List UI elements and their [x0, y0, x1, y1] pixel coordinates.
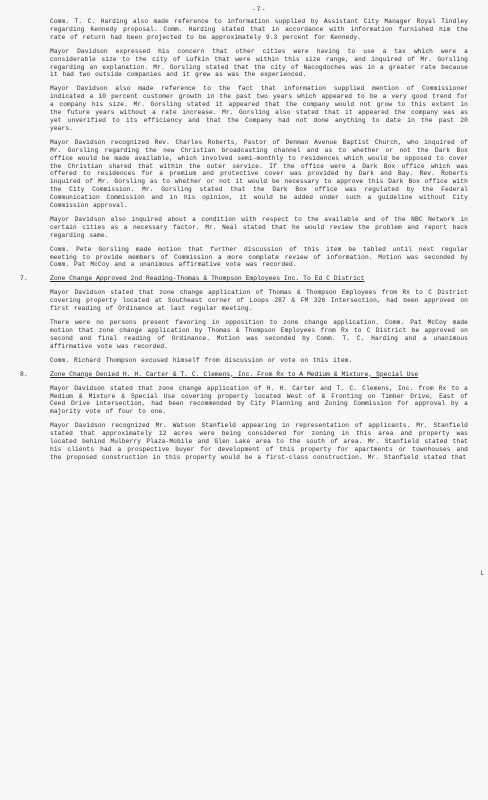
- paragraph: Mayor Davidson recognized Rev. Charles Roberts, Pastor of Denman Avenue Baptist Church, who inquired of Mr. Gorsling regarding the new Christian broadcasting channel and as to whether or not the Dark Box office would be made available, which involved semi-monthly to residences which would be opposed to cover the Christian shared that within the outer service. If the office were a Dark Box office which was offered to residences for a premium and protective cover was provided by Dark and Bay. Rev. Roberts inquired of Mr. Gorsling as to whether or not it would be necessary to approve this Dark Box office with the City Commission. Mr. Gorsling stated that the Dark Box office was regulated by the Federal Communication Commission and in his opinion, it would be added under such a guideline without City Commission approval.: [50, 138, 468, 210]
- paragraph: Comm. Richard Thompson excused himself from discussion or vote on this item.: [50, 356, 353, 364]
- paragraph: Mayor Davidson stated that zone change application of Thomas & Thompson Employees from Rx to C District covering property located at Southeast corner of Loops 287 & FM 326 Intersection, had been approved on first reading of Ordinance at last regular meeting.: [50, 289, 468, 313]
- paragraph: Comm. Pete Gorsling made motion that further discussion of this item be tabled until next regular meeting to provide members of Commission a more complete review of information. Motion was seconded by Comm. Pat McCoy and a unanimous affirmative vote was recorded.: [50, 245, 468, 269]
- item-title: Zone Change Denied H. H. Carter & T. C. Clemens, Inc. From Rx to A Medium & Mixture, Special Use: [50, 370, 419, 378]
- paragraph: Mayor Davidson also made reference to the fact that information supplied mention of Commissioner indicated a 10 percent customer growth in the past two years which appeared to be a very good trend for a company his size. Mr. Gorsling stated it appeared that the company would not grow to this extent in the future years without a rate increase. Mr. Gorsling also stated that it appeared the company was as yet unverified to its efficiency and that the Company had not done anything to date in the past 20 years.: [50, 85, 468, 132]
- paragraph: Mayor Davidson stated that zone change application of H. H. Carter and T. C. Clemens, Inc. from Rx to a Medium & Mixture & Special Use covering property located West of & Fronting on Timber Drive, East of Ceed Drive intersection, had been recommended by City Planning and Zoning Commission for approval by a majority vote of four to one.: [50, 384, 468, 416]
- item-title: Zone Change Approved 2nd Reading-Thomas & Thompson Employees Inc. To Ed C District: [50, 275, 365, 283]
- margin-mark: L: [480, 570, 484, 577]
- item-number: 7.: [20, 275, 28, 283]
- paragraph: Mayor Davidson also inquired about a condition with respect to the available and of the NBC Network in certain cities as a necessary factor. Mr. Neal stated that he would review the problem and report back regarding same.: [50, 215, 468, 239]
- item-number: 8.: [20, 370, 28, 378]
- paragraph: Mayor Davidson recognized Mr. Watson Stanfield appearing in representation of applicants. Mr. Stanfield stated that approximately 12 acres were being considered for zoning in this area and property was located behind Mulberry Plaza-Mobile and Glen Lake area to the south of area. Mr. Stanfield stated that his clients had a prospective buyer for development of this property for apartments or townhouses and the proposed construction in this property would be a first-class construction. Mr. Stanfield stated that: [50, 422, 468, 461]
- agenda-item-7: [20, 275, 468, 283]
- paragraph: Mayor Davidson expressed his concern that other cities were having to use a tax which were a considerable size to the city of Lufkin that were within this size range, and inquired of Mr. Gorsling regarding an explanation. Mr. Gorsling stated that the city of Nacogdoches was in a greater rate because it had two outside companies and it grew as was the experienced.: [50, 47, 468, 79]
- page-number: -7-: [251, 6, 267, 13]
- paragraph: Comm. T. C. Harding also made reference to information supplied by Assistant City Manager Royal Tindley regarding Kennedy proposal. Comm. Harding stated that in accordance with information furnished him the rate of return had been projected to be approximately 9.3 percent for Kennedy.: [50, 18, 468, 41]
- paragraph: There were no persons present favoring in opposition to zone change application. Comm. Pat McCoy made motion that zone change application by Thomas & Thompson Employees from Rx to C District be approved on second and final reading of Ordinance. Motion was seconded by Comm. T. C. Harding and a unanimous affirmative vote was recorded.: [50, 319, 468, 350]
- agenda-item-8: [20, 371, 468, 379]
